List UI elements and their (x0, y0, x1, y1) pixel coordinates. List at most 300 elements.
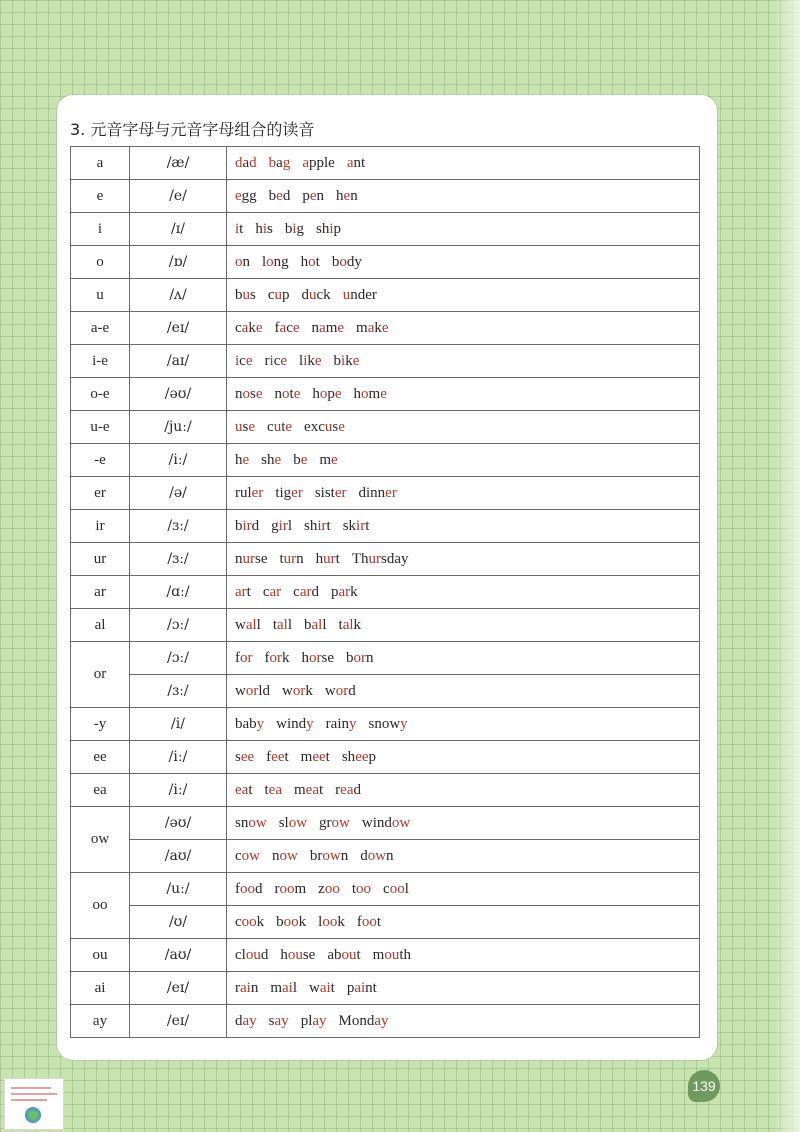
ipa-symbol: /iː/ (130, 444, 227, 477)
highlighted-letters: o (282, 385, 290, 402)
example-word (235, 683, 270, 699)
table-row (71, 873, 700, 906)
example-word (312, 386, 341, 402)
highlighted-letters: ay (374, 1012, 389, 1029)
example-words (227, 411, 700, 444)
word-part: f (235, 649, 240, 666)
word-part: g (296, 220, 305, 237)
word-part: se (321, 649, 334, 666)
word-part: w (235, 682, 246, 699)
word-part: l (299, 352, 304, 369)
vowel-letter: ea (71, 774, 130, 807)
word-part: p (346, 979, 355, 996)
highlighted-letters: u (235, 418, 243, 435)
highlighted-letters: ow (331, 814, 350, 831)
word-part: t (284, 748, 289, 765)
word-part: h (336, 187, 344, 204)
word-part: dy (346, 253, 362, 270)
word-part: s (332, 418, 339, 435)
highlighted-letters: i (303, 352, 308, 369)
table-row (71, 312, 700, 345)
word-part: l (256, 616, 261, 633)
example-word (268, 287, 290, 303)
highlighted-letters: a (302, 154, 310, 171)
example-word (235, 848, 260, 864)
example-word (235, 320, 263, 336)
example-word (266, 749, 289, 765)
example-word (301, 749, 330, 765)
word-part: n (242, 253, 250, 270)
highlighted-letters: a (346, 154, 354, 171)
example-word (265, 782, 283, 798)
word-part: l (322, 616, 327, 633)
example-word (304, 617, 327, 633)
highlighted-letters: or (335, 682, 349, 699)
word-part: t (279, 550, 284, 567)
ipa-symbol: /ɑː/ (130, 576, 227, 609)
table-row (71, 840, 700, 873)
page-number: 139 (688, 1070, 720, 1102)
highlighted-letters: ar (338, 583, 351, 600)
example-word (336, 188, 358, 204)
highlighted-letters: or (240, 649, 253, 666)
example-word (327, 947, 360, 963)
highlighted-letters: ee (240, 748, 255, 765)
word-part: k (374, 319, 382, 336)
ipa-symbol: /əʊ/ (130, 378, 227, 411)
example-word (347, 980, 377, 996)
vowel-letter: -y (71, 708, 130, 741)
highlighted-letters: i (292, 220, 297, 237)
word-part: h (353, 385, 362, 402)
word-part: w (282, 682, 293, 699)
vowel-letter: ow (71, 807, 130, 873)
example-word (235, 617, 261, 633)
word-part: t (246, 583, 251, 600)
highlighted-letters: o (235, 253, 243, 270)
example-words (227, 246, 700, 279)
word-part: p (327, 385, 335, 402)
example-word (275, 881, 307, 897)
example-word (235, 815, 267, 831)
word-part: d (360, 847, 368, 864)
example-word (331, 584, 358, 600)
word-part: a (242, 154, 250, 171)
example-word (293, 452, 307, 468)
example-word (265, 353, 288, 369)
word-part: t (239, 220, 244, 237)
highlighted-letters: ur (242, 550, 255, 567)
example-word (332, 254, 362, 270)
word-part: b (333, 352, 342, 369)
example-word (261, 452, 281, 468)
highlighted-letters: or (353, 649, 366, 666)
vowel-letter: a-e (71, 312, 130, 345)
highlighted-letters: o (319, 385, 328, 402)
highlighted-letters: i (235, 352, 240, 369)
highlighted-letters: y (400, 715, 408, 732)
example-word (335, 782, 361, 798)
highlighted-letters: oo (356, 880, 372, 897)
example-word (319, 452, 337, 468)
example-words (227, 279, 700, 312)
word-part: sh (316, 220, 330, 237)
ipa-symbol: /e/ (130, 180, 227, 213)
word-part: h (300, 253, 309, 270)
highlighted-letters: a (241, 319, 249, 336)
word-part: p (330, 583, 339, 600)
highlighted-letters: ou (384, 946, 400, 963)
ipa-symbol: /ɔː/ (130, 609, 227, 642)
highlighted-letters: ir (356, 517, 366, 534)
example-words (227, 180, 700, 213)
table-row (71, 708, 700, 741)
example-words (227, 609, 700, 642)
word-part: t (319, 781, 324, 798)
highlighted-letters: a (319, 319, 326, 336)
vowel-table (70, 146, 700, 1038)
example-word (326, 716, 357, 732)
word-part: ng (273, 253, 289, 270)
example-word (235, 485, 263, 501)
highlighted-letters: e (314, 352, 322, 369)
word-part: m (319, 451, 332, 468)
example-word (269, 1013, 289, 1029)
example-word (235, 980, 258, 996)
word-part: pple (309, 154, 335, 171)
highlighted-letters: i (262, 220, 268, 237)
highlighted-letters: ow (248, 814, 267, 831)
example-word (352, 881, 371, 897)
highlighted-letters: ee (312, 748, 326, 765)
example-word (276, 716, 314, 732)
word-part: ab (327, 946, 342, 963)
highlighted-letters: ar (269, 583, 282, 600)
highlighted-letters: ur (283, 550, 297, 567)
highlighted-letters: i (329, 220, 334, 237)
highlighted-letters: ir (242, 517, 252, 534)
word-part: exc (304, 418, 325, 435)
word-part: c (286, 319, 293, 336)
example-word (362, 815, 410, 831)
word-part: m (372, 946, 385, 963)
word-part: n (235, 385, 243, 402)
highlighted-letters: ir (317, 517, 327, 534)
highlighted-letters: o (242, 385, 250, 402)
table-row (71, 609, 700, 642)
word-part: s (250, 385, 256, 402)
vowel-letter: u-e (71, 411, 130, 444)
vowel-letter: a (71, 147, 130, 180)
table-row (71, 906, 700, 939)
word-part: m (368, 385, 381, 402)
table-row (71, 807, 700, 840)
word-part: t (330, 979, 335, 996)
table-row (71, 279, 700, 312)
highlighted-letters: d (235, 154, 243, 171)
example-word (352, 551, 409, 567)
example-word (275, 386, 301, 402)
word-part: t (315, 253, 320, 270)
example-word (235, 518, 259, 534)
word-part: b (268, 187, 277, 204)
example-word (302, 287, 331, 303)
highlighted-letters: e (380, 385, 387, 402)
example-words (227, 840, 700, 873)
word-part: b (276, 913, 284, 930)
word-part: t (338, 616, 343, 633)
word-part: c (273, 352, 281, 369)
highlighted-letters: u (273, 418, 282, 435)
word-part: c (235, 319, 242, 336)
ipa-symbol: /ɒ/ (130, 246, 227, 279)
highlighted-letters: b (268, 154, 277, 171)
example-word (356, 320, 389, 336)
word-part: th (399, 946, 412, 963)
word-part: sk (342, 517, 357, 534)
example-word (354, 386, 387, 402)
word-part: se (255, 550, 268, 567)
example-words (227, 510, 700, 543)
example-words (227, 675, 700, 708)
word-part: f (235, 880, 240, 897)
highlighted-letters: e (276, 187, 283, 204)
highlighted-letters: i (235, 220, 240, 237)
highlighted-letters: ur (323, 550, 336, 567)
word-part: k (305, 682, 313, 699)
word-part: k (256, 913, 265, 930)
word-part: s (235, 748, 241, 765)
example-words (227, 807, 700, 840)
example-words (227, 147, 700, 180)
vowel-letter: u (71, 279, 130, 312)
word-part: k (248, 319, 256, 336)
example-word (270, 980, 297, 996)
highlighted-letters: y (256, 715, 265, 732)
example-word (302, 155, 335, 171)
word-part: sh (261, 451, 275, 468)
example-words (227, 1005, 700, 1038)
word-part: m (294, 781, 306, 798)
highlighted-letters: or (245, 682, 259, 699)
highlighted-letters: u (309, 286, 317, 303)
example-words (227, 213, 700, 246)
highlighted-letters: i (269, 352, 274, 369)
word-part: w (235, 616, 246, 633)
highlighted-letters: y (306, 715, 314, 732)
highlighted-letters: ar (299, 583, 312, 600)
ipa-symbol: /ɜː/ (130, 510, 227, 543)
table-row (71, 510, 700, 543)
example-word (235, 254, 250, 270)
highlighted-letters: o (339, 253, 347, 270)
example-words (227, 741, 700, 774)
word-part: bab (235, 715, 257, 732)
example-words (227, 939, 700, 972)
word-part: k (345, 352, 353, 369)
example-words (227, 543, 700, 576)
example-word (369, 716, 408, 732)
word-part: wind (276, 715, 307, 732)
word-part: rain (325, 715, 349, 732)
word-part: sh (341, 748, 356, 765)
highlighted-letters: er (334, 484, 347, 501)
table-row (71, 543, 700, 576)
word-part: k (353, 616, 362, 633)
highlighted-letters: ou (341, 946, 357, 963)
word-part: w (309, 979, 320, 996)
vowel-letter: oo (71, 873, 130, 939)
example-word (235, 221, 243, 237)
word-part: sist (314, 484, 335, 501)
example-word (276, 914, 306, 930)
example-word (319, 815, 350, 831)
example-word (342, 749, 376, 765)
highlighted-letters: al (311, 616, 323, 633)
highlighted-letters: ee (271, 748, 285, 765)
example-word (235, 650, 253, 666)
highlighted-letters: ea (305, 781, 319, 798)
word-part: nder (350, 286, 377, 303)
highlighted-letters: ur (368, 550, 382, 567)
word-part: m (294, 880, 307, 897)
word-part: h (235, 451, 243, 468)
table-row (71, 246, 700, 279)
example-word (235, 353, 253, 369)
example-word (235, 584, 251, 600)
table-row (71, 642, 700, 675)
word-part: b (304, 616, 312, 633)
highlighted-letters: ou (287, 946, 303, 963)
highlighted-letters: ea (268, 781, 282, 798)
highlighted-letters: oo (283, 913, 299, 930)
table-row (71, 411, 700, 444)
word-part: t (264, 781, 269, 798)
word-part: c (235, 847, 242, 864)
example-words (227, 906, 700, 939)
example-word (267, 419, 292, 435)
word-part: rul (235, 484, 252, 501)
highlighted-letters: u (342, 286, 351, 303)
word-part: h (315, 550, 324, 567)
highlighted-letters: oo (279, 880, 295, 897)
example-word (265, 650, 290, 666)
highlighted-letters: e (280, 352, 288, 369)
example-word (271, 518, 292, 534)
highlighted-letters: al (277, 616, 288, 633)
word-part: nt (353, 154, 366, 171)
example-word (359, 485, 397, 501)
vowel-letter: ou (71, 939, 130, 972)
word-part: r (274, 880, 280, 897)
example-word (269, 188, 291, 204)
vowel-letter: ur (71, 543, 130, 576)
highlighted-letters: o (308, 253, 316, 270)
word-part: h (255, 220, 263, 237)
section-heading: 3. 元音字母与元音字母组合的读音 (70, 120, 315, 139)
word-part: f (356, 913, 362, 930)
highlighted-letters: ay (274, 1012, 289, 1029)
word-part: d (282, 187, 291, 204)
vowel-letter: er (71, 477, 130, 510)
publisher-logo-icon (25, 1107, 41, 1123)
highlighted-letters: e (248, 418, 256, 435)
example-word (299, 353, 322, 369)
highlighted-letters: oo (322, 913, 338, 930)
word-part: c (235, 913, 242, 930)
word-part: n (311, 319, 320, 336)
highlighted-letters: i (341, 352, 346, 369)
example-word (275, 485, 303, 501)
example-word (357, 914, 381, 930)
word-part: d (235, 1012, 243, 1029)
highlighted-letters: e (337, 319, 345, 336)
example-word (235, 947, 268, 963)
word-part: p (333, 220, 342, 237)
table-row (71, 774, 700, 807)
example-word (269, 155, 291, 171)
word-part: k (350, 583, 358, 600)
example-word (301, 1013, 327, 1029)
word-part: h (301, 649, 309, 666)
highlighted-letters: e (255, 319, 263, 336)
word-part: cl (235, 946, 246, 963)
example-word (255, 221, 273, 237)
example-words (227, 774, 700, 807)
example-words (227, 972, 700, 1005)
ipa-symbol: /ə/ (130, 477, 227, 510)
word-part: m (325, 319, 338, 336)
word-part: pl (300, 1012, 313, 1029)
word-part: nt (365, 979, 377, 996)
table-row (71, 213, 700, 246)
word-part: t (376, 913, 382, 930)
example-words (227, 345, 700, 378)
highlighted-letters: e (245, 352, 253, 369)
highlighted-letters: e (309, 187, 317, 204)
example-word (301, 254, 320, 270)
highlighted-letters: e (338, 418, 345, 435)
example-word (280, 551, 304, 567)
vowel-letter: ay (71, 1005, 130, 1038)
ipa-symbol: /aʊ/ (130, 840, 227, 873)
example-words (227, 444, 700, 477)
word-part: l (318, 913, 323, 930)
word-part: b (331, 253, 340, 270)
table-row (71, 147, 700, 180)
word-part: t (272, 616, 278, 633)
example-word (235, 782, 253, 798)
word-part: d (301, 286, 310, 303)
word-part: r (264, 352, 270, 369)
example-word (285, 221, 304, 237)
word-part: se (302, 946, 316, 963)
word-part: sday (381, 550, 409, 567)
highlighted-letters: e (235, 187, 242, 204)
word-part: f (274, 319, 280, 336)
highlighted-letters: ai (282, 979, 293, 996)
word-part: k (298, 913, 307, 930)
example-word (347, 155, 365, 171)
word-part: c (239, 352, 246, 369)
example-word (360, 848, 393, 864)
word-part: l (287, 517, 293, 534)
ipa-symbol: /iː/ (130, 774, 227, 807)
highlighted-letters: oo (240, 880, 255, 897)
table-row (71, 576, 700, 609)
word-part: b (284, 220, 293, 237)
example-word (318, 914, 345, 930)
